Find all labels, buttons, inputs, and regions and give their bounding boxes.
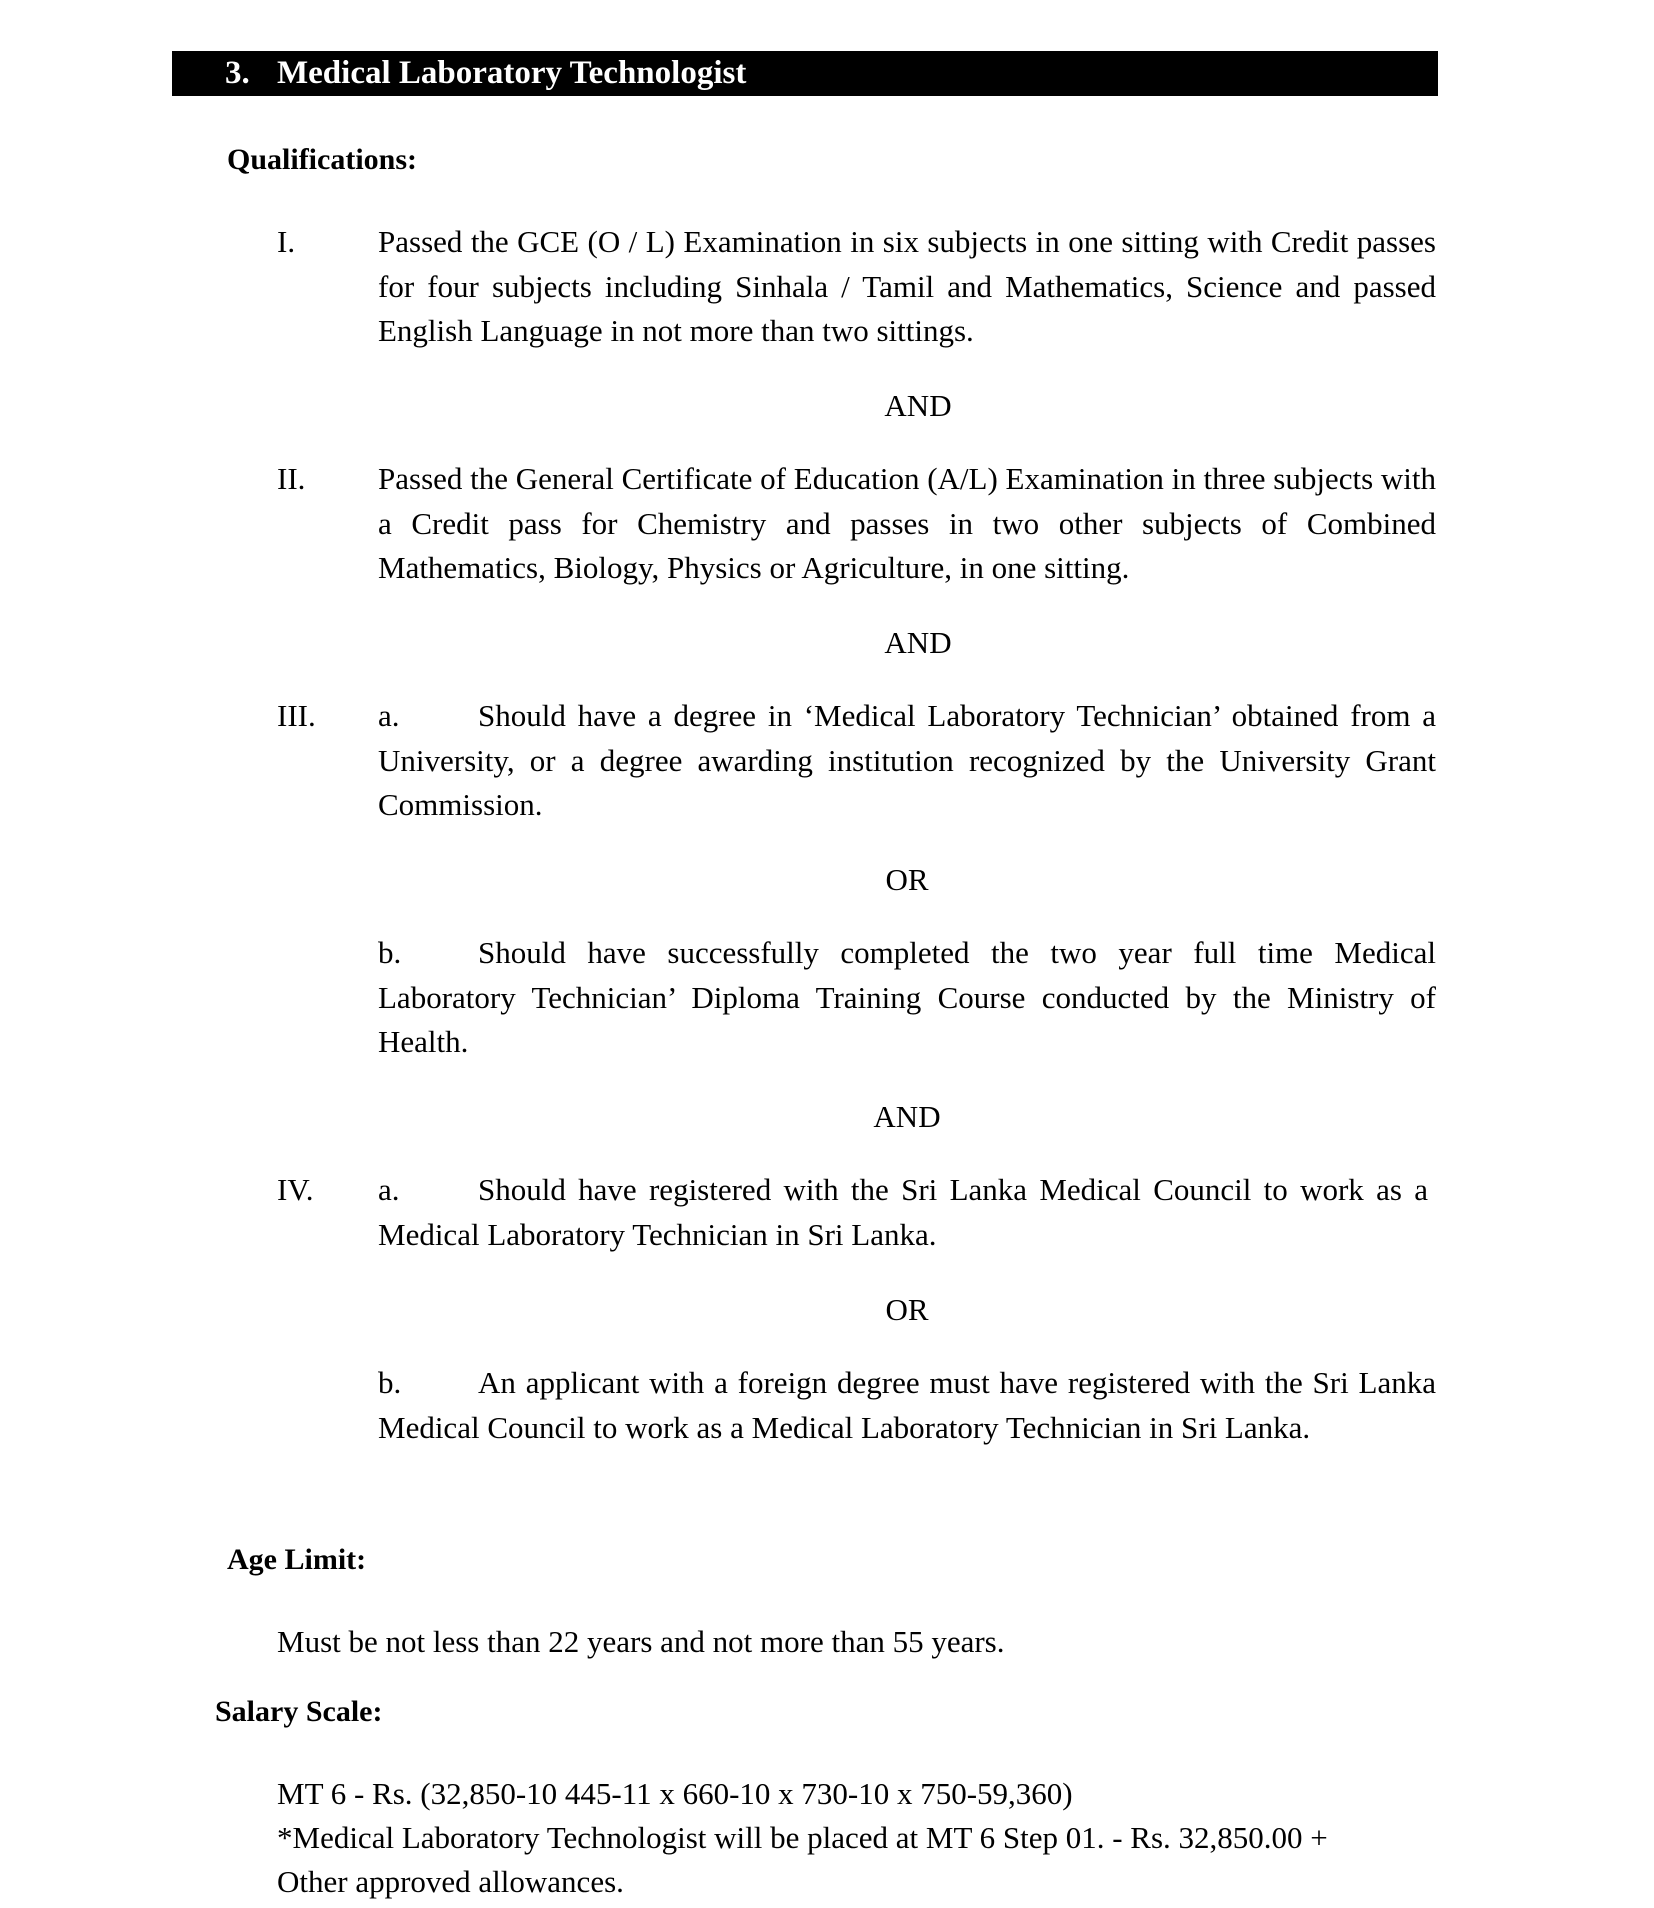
conjunction-and-3: AND — [873, 1099, 941, 1134]
section-number: 3. — [225, 55, 250, 91]
qualifications-heading: Qualifications: — [227, 143, 418, 176]
sub-item-letter-b: b. — [378, 935, 402, 970]
item-numeral-iv: IV. — [277, 1172, 314, 1207]
qualification-item-iii-b — [378, 931, 1436, 1065]
sub-item-text-iv-a: Should have registered with the Sri Lanka Medical Council to work as a Medical Laboratory Technician in Sri Lanka. — [378, 1172, 1428, 1252]
sub-item-text-iii-b: Should have successfully completed the two year full time Medical Laboratory Technician’ Diploma Training Course conducted by the Ministry of Health. — [378, 935, 1436, 1059]
age-limit-heading: Age Limit: — [227, 1543, 367, 1576]
salary-allowances-note: Other approved allowances. — [277, 1864, 624, 1899]
qualification-item-ii: Passed the General Certificate of Education (A/L) Examination in three subjects with a Credit pass for Chemistry and passes in two other subjects of Combined Mathematics, Biology, Physics or Agriculture, in one sitting. — [378, 461, 1436, 585]
sub-item-text-iv-b: An applicant with a foreign degree must have registered with the Sri Lanka Medical Council to work as a Medical Laboratory Technician in Sri Lanka. — [378, 1365, 1436, 1445]
section-header-bar — [172, 51, 1438, 96]
salary-scale-heading: Salary Scale: — [215, 1695, 383, 1728]
age-limit-text: Must be not less than 22 years and not more than 55 years. — [277, 1624, 1005, 1659]
salary-scale-line: MT 6 - Rs. (32,850-10 445-11 x 660-10 x 730-10 x 750-59,360) — [277, 1776, 1073, 1811]
qualification-item-iv-b — [378, 1361, 1436, 1450]
conjunction-and-1: AND — [884, 388, 952, 423]
item-numeral-ii: II. — [277, 461, 306, 496]
sub-item-text-iii-a: Should have a degree in ‘Medical Laboratory Technician’ obtained from a University, or a degree awarding institution recognized by the University Grant Commission. — [378, 698, 1436, 822]
section-title: Medical Laboratory Technologist — [277, 55, 747, 91]
sub-item-letter-a: a. — [378, 698, 400, 733]
conjunction-or-1: OR — [885, 862, 929, 897]
salary-placement-note: *Medical Laboratory Technologist will be placed at MT 6 Step 01. - Rs. 32,850.00 + — [277, 1820, 1328, 1855]
conjunction-and-2: AND — [884, 625, 952, 660]
sub-item-letter-b: b. — [378, 1365, 402, 1400]
sub-item-letter-a: a. — [378, 1172, 400, 1207]
conjunction-or-2: OR — [885, 1292, 929, 1327]
qualification-item-i: Passed the GCE (O / L) Examination in six subjects in one sitting with Credit passes for four subjects including Sinhala / Tamil and Mathematics, Science and passed English Language in not more than two sittings. — [378, 224, 1436, 348]
qualification-item-iv-a — [378, 1168, 1428, 1257]
item-numeral-i: I. — [277, 224, 296, 259]
item-numeral-iii: III. — [277, 698, 316, 733]
qualification-item-iii-a — [378, 694, 1436, 828]
